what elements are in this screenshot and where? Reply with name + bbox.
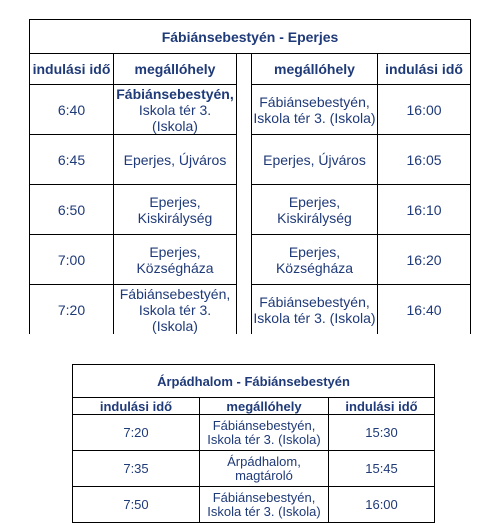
departure-time: 6:50 (30, 185, 114, 235)
stop-name-line1: Eperjes, (149, 193, 201, 210)
timetable-title: Árpádhalom - Fábiánsebestyén (73, 365, 435, 398)
column-gap (237, 285, 252, 335)
header-row (30, 54, 471, 85)
stop-name-line1: Fábiánsebestyén, (119, 285, 231, 302)
timetable-title: Fábiánsebestyén - Eperjes (30, 20, 471, 54)
column-header-stop: megállóhely (114, 54, 237, 85)
column-gap (237, 235, 252, 285)
departure-time-return: 16:40 (378, 285, 471, 335)
departure-time-return: 15:45 (329, 451, 435, 487)
stop-name-line2: Községháza (136, 259, 214, 276)
column-header-stop-return: megállóhely (252, 54, 378, 85)
table-row (30, 285, 471, 335)
departure-time: 7:00 (30, 235, 114, 285)
column-header-departure-return: indulási idő (378, 54, 471, 85)
departure-time: 7:35 (73, 451, 200, 487)
stop-name-return (252, 285, 378, 335)
table-row (30, 235, 471, 285)
departure-time: 6:45 (30, 135, 114, 185)
table-row (73, 415, 435, 451)
stop-name-return (252, 185, 378, 235)
column-gap (237, 185, 252, 235)
stop-name-line1: Fábiánsebestyén, (116, 85, 234, 102)
stop-name-line2: Iskola tér 3. (Iskola) (138, 301, 212, 334)
stop-name-line2: Községháza (275, 259, 354, 276)
departure-time: 6:40 (30, 85, 114, 135)
stop-name-line1: Fábiánsebestyén, (259, 93, 370, 110)
stop-name-return (252, 235, 378, 285)
table-row (30, 185, 471, 235)
stop-name-line2: Iskola tér 3. (Iskola) (253, 109, 376, 126)
stop-name-line2: magtároló (235, 467, 293, 483)
stop-name: Eperjes, Újváros (114, 135, 237, 185)
departure-time: 7:20 (73, 415, 200, 451)
column-header-departure: indulási idő (73, 398, 200, 415)
header-row (73, 398, 435, 415)
column-gap (237, 135, 252, 185)
column-header-stop: megállóhely (200, 398, 329, 415)
departure-time-return: 16:00 (378, 85, 471, 135)
column-gap (237, 54, 252, 85)
table-row (30, 85, 471, 135)
stop-name (200, 451, 329, 487)
stop-name-line1: Fábiánsebestyén, (259, 293, 370, 310)
departure-time-return: 15:30 (329, 415, 435, 451)
departure-time: 7:50 (73, 487, 200, 523)
column-gap (237, 85, 252, 135)
table-row (73, 487, 435, 523)
stop-name (200, 487, 329, 523)
column-header-departure: indulási idő (30, 54, 114, 85)
timetable-fabiansebestyen-eperjes (29, 19, 471, 334)
departure-time-return: 16:00 (329, 487, 435, 523)
stop-name-line2: Iskola tér 3. (Iskola) (207, 503, 321, 519)
stop-name (114, 185, 237, 235)
stop-name-line2: Iskola tér 3. (Iskola) (253, 309, 376, 326)
stop-name-line1: Fábiánsebestyén, (212, 417, 316, 433)
timetable-arpadhalom-fabiansebestyen (72, 364, 435, 523)
stop-name-return: Eperjes, Újváros (252, 135, 378, 185)
stop-name (114, 85, 237, 135)
departure-time-return: 16:10 (378, 185, 471, 235)
stop-name-line2: Kiskirálység (277, 209, 352, 226)
column-header-departure-return: indulási idő (329, 398, 435, 415)
stop-name-line2: Iskola tér 3. (Iskola) (207, 431, 321, 447)
table-row (30, 135, 471, 185)
stop-name-line1: Eperjes, (288, 243, 341, 260)
stop-name (114, 235, 237, 285)
stop-name-line1: Fábiánsebestyén, (212, 489, 316, 505)
stop-name-line2: Kiskirálység (137, 209, 213, 226)
stop-name-line1: Eperjes, (288, 193, 341, 210)
table-row (73, 451, 435, 487)
stop-name-line1: Eperjes, (149, 243, 201, 260)
stop-name-line2: Iskola tér 3. (Iskola) (138, 101, 212, 134)
stop-name (114, 285, 237, 335)
departure-time: 7:20 (30, 285, 114, 335)
stop-name-line1: Árpádhalom, (227, 453, 301, 469)
departure-time-return: 16:20 (378, 235, 471, 285)
departure-time-return: 16:05 (378, 135, 471, 185)
stop-name-return (252, 85, 378, 135)
stop-name (200, 415, 329, 451)
